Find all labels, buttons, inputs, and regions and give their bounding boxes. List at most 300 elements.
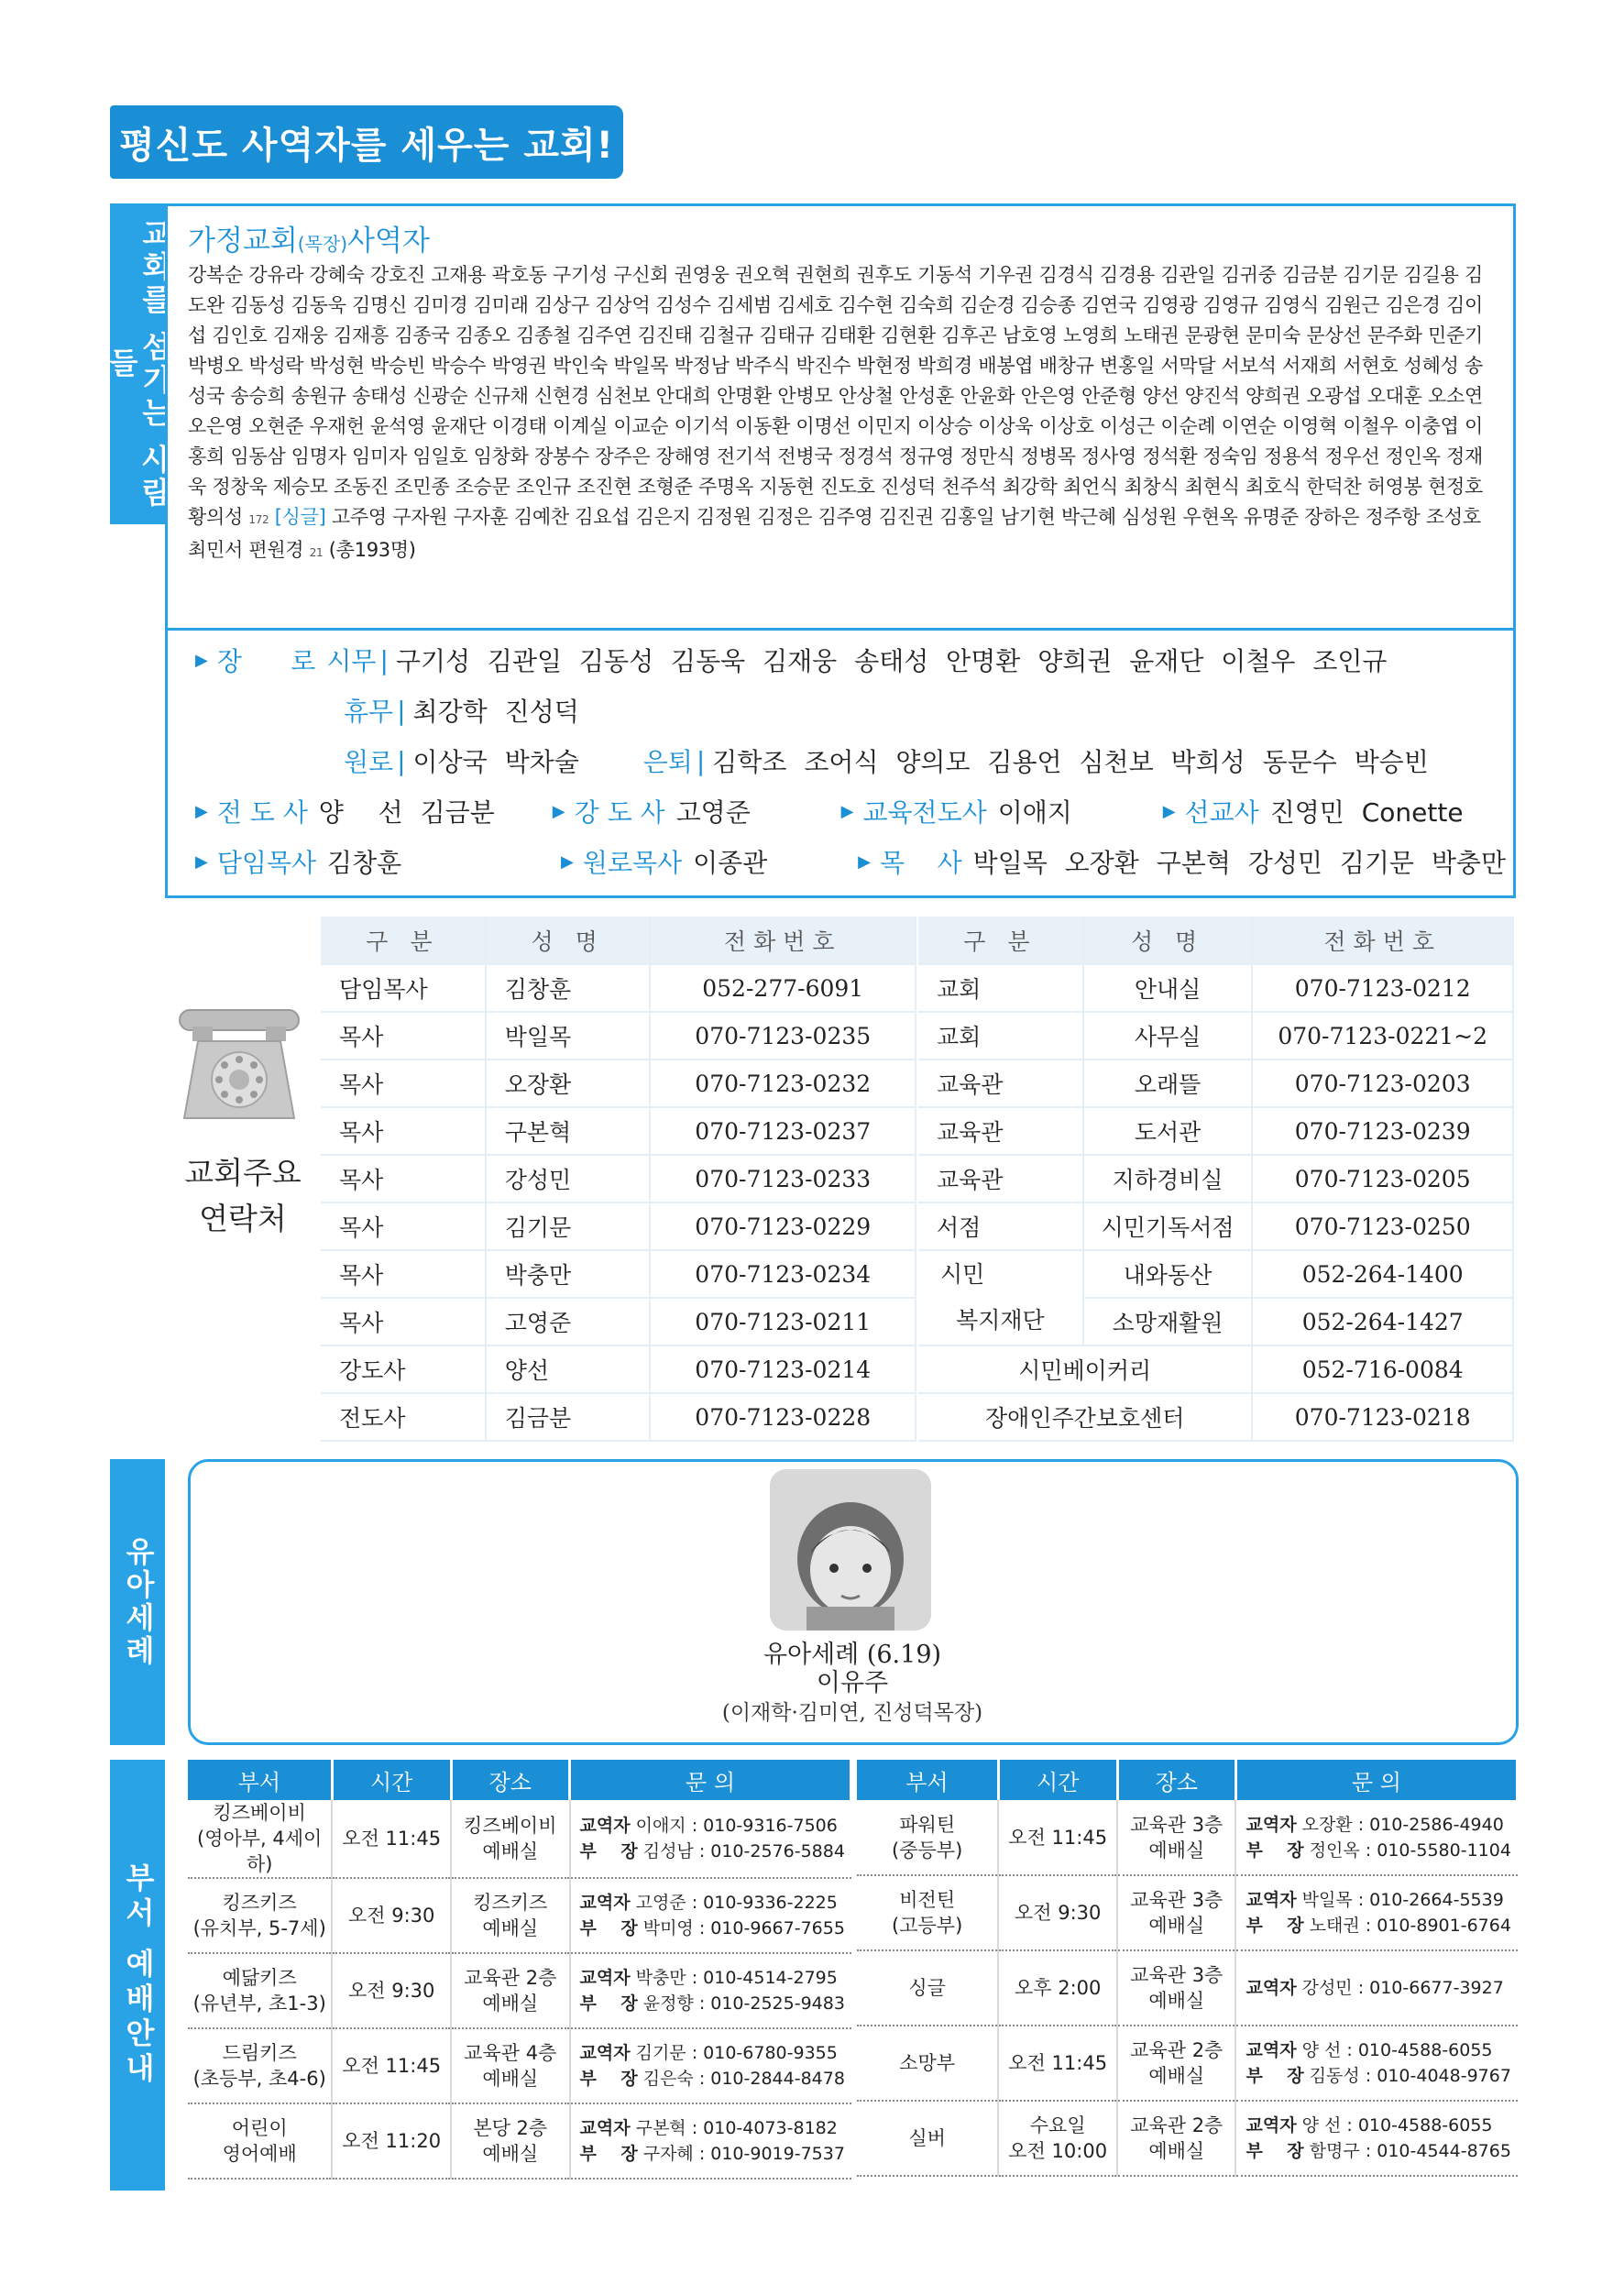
contact-value: 고영준 : 010-9336-2225 xyxy=(630,1893,838,1913)
contact-phone: 070-7123-0233 xyxy=(650,1155,916,1202)
contact-name: 고영준 xyxy=(486,1298,651,1345)
banner-title: 평신도 사역자를 세우는 교회! xyxy=(119,124,614,167)
pastor-label: 목 사 xyxy=(879,848,962,878)
contact-phone: 070-7123-0211 xyxy=(650,1298,916,1345)
contact-line xyxy=(580,1890,848,1916)
contact-line xyxy=(1245,1838,1513,1863)
dept-table-left xyxy=(188,1760,852,2180)
contact-phone: 070-7123-0214 xyxy=(650,1345,916,1393)
pastor-names: 박일목 오장환 구본혁 강성민 김기문 박충만 xyxy=(972,848,1507,878)
table-row xyxy=(188,1878,851,1953)
contact-value: 노태권 : 010-8901-6764 xyxy=(1303,1916,1511,1936)
section-label-people xyxy=(104,203,172,524)
dept-contact-cell xyxy=(1235,1950,1517,2026)
dept-time-cell xyxy=(998,2101,1117,2176)
dept-subname: (영아부, 4세이하) xyxy=(197,1828,323,1875)
dept-section-title: 부서 예배안내 xyxy=(120,1862,156,2088)
dept-time-cell xyxy=(332,1953,451,2028)
header-inquiry: 문 의 xyxy=(1235,1760,1517,1800)
dept-name: 싱글 xyxy=(908,1977,946,1999)
contact-role: 교역자 xyxy=(1245,2115,1297,2136)
contact-phone: 070-7123-0203 xyxy=(1252,1060,1513,1107)
extra-phone: 052-716-0084 xyxy=(1252,1345,1513,1393)
baptism-date: 유아세례 (6.19) xyxy=(763,1641,942,1669)
table-row xyxy=(321,1107,916,1155)
contact-category: 전도사 xyxy=(321,1393,486,1441)
contact-line xyxy=(580,1916,848,1941)
leader-count: 172 xyxy=(248,513,269,526)
dept-room: 예배실 xyxy=(1148,1915,1205,1937)
dept-name-cell xyxy=(188,2103,332,2179)
dept-place-cell xyxy=(451,1800,569,1878)
table-row xyxy=(918,1060,1513,1107)
table-row xyxy=(321,1345,916,1393)
contact-value: 정인옥 : 010-5580-1104 xyxy=(1303,1839,1511,1861)
dept-time-2: 오전 10:00 xyxy=(1008,2140,1108,2162)
contact-name: 오장환 xyxy=(486,1060,651,1107)
table-header-row xyxy=(918,917,1513,964)
dept-place-cell xyxy=(1117,1950,1235,2026)
separator: | xyxy=(397,745,406,776)
baby-photo xyxy=(770,1469,931,1631)
dept-name-cell xyxy=(188,1953,332,2028)
contact-value: 양 선 : 010-4588-6055 xyxy=(1296,2040,1493,2060)
triangle-icon: ▶ xyxy=(1162,801,1176,821)
people-title xyxy=(188,217,1497,258)
contact-value: 강성민 : 010-6677-3927 xyxy=(1296,1978,1504,1998)
dept-time: 오전 11:45 xyxy=(342,2055,442,2077)
contact-role: 교역자 xyxy=(579,1968,631,1988)
elder-retired-row xyxy=(344,742,1429,779)
missionary-label: 선교사 xyxy=(1184,797,1259,828)
contact-category: 교회 xyxy=(918,964,1083,1012)
contact-phone: 070-7123-0228 xyxy=(650,1393,916,1441)
contact-line xyxy=(1245,1975,1513,2001)
contact-value: 박일목 : 010-2664-5539 xyxy=(1296,1890,1504,1910)
dept-time: 수요일 xyxy=(1029,2114,1086,2136)
contact-line xyxy=(580,1839,848,1864)
lecturer-label: 강 도 사 xyxy=(574,797,665,828)
dept-name: 소망부 xyxy=(899,2052,956,2074)
dept-place: 교육관 3층 xyxy=(1130,1964,1223,1986)
extra-name: 시민베이커리 xyxy=(918,1345,1252,1393)
contact-name: 지하경비실 xyxy=(1083,1155,1253,1202)
dept-name: 킹즈키즈 xyxy=(222,1892,297,1914)
contact-name: 강성민 xyxy=(486,1155,651,1202)
table-row xyxy=(188,2028,851,2103)
dept-place: 킹즈키즈 xyxy=(473,1892,548,1914)
rest-label: 휴무 xyxy=(344,697,394,727)
dept-place-cell xyxy=(1117,1875,1235,1950)
people-title-end: 사역자 xyxy=(347,225,430,258)
retired-elder-names: 이상국 박차술 xyxy=(412,747,579,777)
contact-role: 교역자 xyxy=(1245,1814,1297,1835)
emeritus-label: 은퇴 xyxy=(642,747,693,777)
contact-category: 교육관 xyxy=(918,1060,1083,1107)
contact-line xyxy=(1245,1887,1513,1913)
contact-category: 강도사 xyxy=(321,1345,486,1393)
welfare-name: 내와동산 xyxy=(1083,1250,1253,1298)
contact-value: 오장환 : 010-2586-4940 xyxy=(1296,1814,1504,1835)
contact-line xyxy=(580,2115,848,2141)
dept-subname: (초등부, 초4-6) xyxy=(192,2068,326,2090)
dept-place-cell xyxy=(451,1878,569,1953)
dept-place-cell xyxy=(1117,2101,1235,2176)
table-row xyxy=(918,1250,1513,1298)
dept-name-cell xyxy=(857,1875,998,1950)
dept-table-right xyxy=(857,1760,1519,2177)
senior-pastor-label: 담임목사 xyxy=(216,848,317,878)
contact-line xyxy=(1245,1913,1513,1938)
header-name: 성 명 xyxy=(486,917,651,964)
dept-room: 예배실 xyxy=(482,1993,539,2015)
table-row xyxy=(918,1012,1513,1060)
contact-title xyxy=(165,1150,321,1242)
dept-name-cell xyxy=(857,2101,998,2176)
dept-contact-cell xyxy=(570,1800,851,1878)
dept-name-cell xyxy=(857,1800,998,1875)
table-row xyxy=(857,2026,1518,2101)
extra-name: 장애인주간보호센터 xyxy=(918,1393,1252,1441)
contact-role: 부 장 xyxy=(579,1918,638,1938)
senior-pastor-names: 김창훈 xyxy=(327,848,402,878)
header-phone: 전화번호 xyxy=(650,917,916,964)
section-label-baptism xyxy=(110,1459,165,1745)
contact-line xyxy=(580,2040,848,2066)
extra-phone: 070-7123-0218 xyxy=(1252,1393,1513,1441)
contact-category: 서점 xyxy=(918,1202,1083,1250)
baptism-parents: (이재학·김미연, 진성덕목장) xyxy=(721,1701,983,1725)
table-row xyxy=(857,1875,1518,1950)
dept-name-cell xyxy=(857,1950,998,2026)
contact-line xyxy=(580,2141,848,2167)
dept-name-cell xyxy=(188,1878,332,1953)
header-inquiry: 문 의 xyxy=(570,1760,851,1800)
contact-phone: 070-7123-0205 xyxy=(1252,1155,1513,1202)
dept-time-cell xyxy=(332,2103,451,2179)
contact-category: 교육관 xyxy=(918,1155,1083,1202)
single-label: [싱글] xyxy=(274,506,326,528)
table-row xyxy=(918,1345,1513,1393)
dept-contact-cell xyxy=(570,1953,851,2028)
triangle-icon: ▶ xyxy=(858,851,871,872)
people-title-small: (목장) xyxy=(297,233,348,255)
dept-name-cell xyxy=(188,1800,332,1878)
contact-category: 목사 xyxy=(321,1012,486,1060)
dept-room: 예배실 xyxy=(482,1917,539,1939)
elder-label: 장 로 xyxy=(216,646,316,676)
contact-value: 양 선 : 010-4588-6055 xyxy=(1296,2115,1493,2136)
emeritus-pastor-names: 이종관 xyxy=(693,848,768,878)
contact-phone: 070-7123-0250 xyxy=(1252,1202,1513,1250)
table-row xyxy=(188,2103,851,2179)
contact-name: 박충만 xyxy=(486,1250,651,1298)
table-header-row xyxy=(188,1760,851,1800)
contact-name: 양선 xyxy=(486,1345,651,1393)
contact-phone: 070-7123-0232 xyxy=(650,1060,916,1107)
elder-rest-row xyxy=(344,692,579,729)
header-time: 시간 xyxy=(332,1760,451,1800)
contact-role: 교역자 xyxy=(579,1893,631,1913)
header-dept: 부서 xyxy=(857,1760,998,1800)
dept-place-cell xyxy=(1117,2026,1235,2101)
header-name: 성 명 xyxy=(1083,917,1253,964)
contact-role: 부 장 xyxy=(1245,1916,1304,1936)
contact-role: 교역자 xyxy=(1245,2040,1297,2060)
contact-phone: 070-7123-0235 xyxy=(650,1012,916,1060)
dept-room: 예배실 xyxy=(482,2068,539,2090)
contact-value: 함명구 : 010-4544-8765 xyxy=(1303,2141,1511,2161)
missionary-names: 진영민 Conette xyxy=(1269,797,1464,828)
dept-room: 예배실 xyxy=(482,1840,539,1862)
dept-room: 예배실 xyxy=(1148,1839,1205,1861)
single-names: 고주영 구자원 구자훈 김예찬 김요섭 김은지 김정원 김정은 김주영 김진권 김홍일 남기현 박근혜 심성원 우현옥 유명준 장하은 정주항 조성호 최민서 편원경 xyxy=(188,506,1481,561)
active-label: 시무 xyxy=(326,646,377,676)
dept-time: 오전 11:45 xyxy=(1008,2052,1108,2074)
contact-category: 교회 xyxy=(918,1012,1083,1060)
triangle-icon: ▶ xyxy=(561,851,574,872)
people-title-main: 가정교회 xyxy=(188,225,298,258)
contact-category: 목사 xyxy=(321,1155,486,1202)
people-list xyxy=(188,260,1497,568)
table-row xyxy=(321,1202,916,1250)
dept-place-cell xyxy=(451,2028,569,2103)
contact-line xyxy=(580,2066,848,2092)
header-time: 시간 xyxy=(998,1760,1117,1800)
contact-role: 부 장 xyxy=(1245,1839,1304,1861)
contact-name: 안내실 xyxy=(1083,964,1253,1012)
dept-time: 오전 9:30 xyxy=(347,1905,435,1927)
staff-row-4 xyxy=(195,843,1506,880)
contact-line xyxy=(1245,2037,1513,2063)
dept-place: 교육관 2층 xyxy=(464,1967,557,1989)
contact-table-right xyxy=(918,917,1514,1442)
staff-row-3 xyxy=(195,793,1464,829)
separator: | xyxy=(379,644,389,675)
welfare-category: 시민 복지재단 xyxy=(918,1250,1083,1345)
contact-phone: 070-7123-0212 xyxy=(1252,964,1513,1012)
dept-place: 교육관 2층 xyxy=(1130,2114,1223,2136)
contact-value: 박미영 : 010-9667-7655 xyxy=(637,1918,845,1938)
contact-role: 부 장 xyxy=(579,2144,638,2164)
ministry-people-box xyxy=(165,203,1516,631)
dept-contact-cell xyxy=(570,2028,851,2103)
dept-time: 오전 9:30 xyxy=(1014,1902,1102,1924)
contact-role: 부 장 xyxy=(1245,2066,1304,2086)
dept-subname: (중등부) xyxy=(892,1839,963,1861)
contact-category: 목사 xyxy=(321,1298,486,1345)
contact-role: 교역자 xyxy=(579,1816,631,1836)
baptism-text xyxy=(587,1641,1118,1729)
contact-line xyxy=(1245,2138,1513,2164)
retired-label: 원로 xyxy=(344,747,394,777)
dept-time-cell xyxy=(998,1800,1117,1875)
baptism-section-title: 유아세례 xyxy=(120,1536,156,1668)
contact-role: 교역자 xyxy=(579,2043,631,2063)
contact-value: 박충만 : 010-4514-2795 xyxy=(630,1968,838,1988)
table-row xyxy=(321,1060,916,1107)
dept-place: 킹즈베이비 xyxy=(464,1815,557,1837)
separator: | xyxy=(696,745,706,776)
contact-role: 부 장 xyxy=(579,1993,638,2014)
dept-room: 예배실 xyxy=(1148,2065,1205,2087)
contact-category: 교육관 xyxy=(918,1107,1083,1155)
contact-category: 담임목사 xyxy=(321,964,486,1012)
emeritus-elder-names: 김학조 조어식 양의모 김용언 심천보 박희성 동문수 박승빈 xyxy=(712,747,1429,777)
contact-role: 교역자 xyxy=(1245,1978,1297,1998)
contact-name: 오래뜰 xyxy=(1083,1060,1253,1107)
table-row xyxy=(321,1155,916,1202)
contact-value: 구본혁 : 010-4073-8182 xyxy=(630,2118,838,2138)
contact-name: 김창훈 xyxy=(486,964,651,1012)
total-count: (총193명) xyxy=(328,539,416,561)
dept-place: 본당 2층 xyxy=(473,2117,548,2139)
table-row xyxy=(321,1012,916,1060)
dept-time-cell xyxy=(998,1875,1117,1950)
dept-name: 드림키즈 xyxy=(222,2042,297,2064)
dept-time: 오전 11:45 xyxy=(342,1828,442,1850)
baby-photo-image xyxy=(770,1469,931,1631)
edu-evangelist-label: 교육전도사 xyxy=(862,797,987,828)
contact-phone: 070-7123-0237 xyxy=(650,1107,916,1155)
table-row xyxy=(857,2101,1518,2176)
emeritus-pastor-label: 원로목사 xyxy=(582,848,683,878)
header-phone: 전화번호 xyxy=(1252,917,1513,964)
dept-name: 비전틴 xyxy=(899,1889,956,1911)
triangle-icon: ▶ xyxy=(195,650,208,670)
dept-place-cell xyxy=(1117,1800,1235,1875)
dept-contact-cell xyxy=(1235,1875,1517,1950)
contact-line xyxy=(1245,2113,1513,2138)
contact-role: 교역자 xyxy=(1245,1890,1297,1910)
dept-name: 예닮키즈 xyxy=(222,1967,297,1989)
contact-value: 김성남 : 010-2576-5884 xyxy=(637,1841,845,1861)
table-row xyxy=(918,1107,1513,1155)
dept-subname: 영어예배 xyxy=(222,2143,297,2165)
contact-phone: 070-7123-0221~2 xyxy=(1252,1012,1513,1060)
triangle-icon: ▶ xyxy=(195,801,208,821)
dept-time: 오전 11:20 xyxy=(342,2130,442,2152)
contact-category: 목사 xyxy=(321,1060,486,1107)
contact-value: 김기문 : 010-6780-9355 xyxy=(630,2043,838,2063)
dept-place: 교육관 3층 xyxy=(1130,1813,1223,1836)
dept-time-cell xyxy=(998,2026,1117,2101)
dept-room: 예배실 xyxy=(1148,1990,1205,2012)
dept-time-cell xyxy=(332,2028,451,2103)
contact-value: 이애지 : 010-9316-7506 xyxy=(630,1816,838,1836)
page-banner xyxy=(110,105,623,179)
dept-subname: (유년부, 초1-3) xyxy=(192,1993,326,2015)
contact-category: 목사 xyxy=(321,1107,486,1155)
contact-value: 김동성 : 010-4048-9767 xyxy=(1303,2066,1511,2086)
people-section-title: 교회를 섬기는 사람들 xyxy=(104,217,172,511)
table-row xyxy=(857,1800,1518,1875)
rest-elder-names: 최강학 진성덕 xyxy=(412,697,579,727)
table-row xyxy=(857,1950,1518,2026)
dept-name: 어린이 xyxy=(231,2117,288,2139)
dept-contact-cell xyxy=(1235,2026,1517,2101)
contact-title-line2: 연락처 xyxy=(199,1201,287,1236)
contact-value: 윤정향 : 010-2525-9483 xyxy=(637,1993,845,2014)
contact-phone: 052-277-6091 xyxy=(650,964,916,1012)
contact-title-line1: 교회주요 xyxy=(184,1155,302,1191)
contact-line xyxy=(1245,1812,1513,1838)
dept-subname: (유치부, 5-7세) xyxy=(192,1917,326,1939)
header-category: 구 분 xyxy=(321,917,486,964)
separator: | xyxy=(397,695,406,726)
triangle-icon: ▶ xyxy=(552,801,565,821)
staff-box xyxy=(165,631,1516,898)
table-row xyxy=(918,1202,1513,1250)
contact-line xyxy=(580,1965,848,1991)
dept-name: 실버 xyxy=(908,2127,946,2149)
contact-phone: 070-7123-0239 xyxy=(1252,1107,1513,1155)
table-row xyxy=(188,1800,851,1878)
dept-place-cell xyxy=(451,1953,569,2028)
welfare-phone: 052-264-1400 xyxy=(1252,1250,1513,1298)
dept-time-cell xyxy=(332,1800,451,1878)
table-row xyxy=(918,1393,1513,1441)
active-elder-names: 구기성 김관일 김동성 김동욱 김재웅 송태성 안명환 양희권 윤재단 이철우 조인규 xyxy=(395,646,1388,676)
dept-contact-cell xyxy=(570,2103,851,2179)
dept-place: 교육관 4층 xyxy=(464,2042,557,2064)
leader-names: 강복순 강유라 강혜숙 강호진 고재용 곽호동 구기성 구신회 권영웅 권오혁 권현희 권후도 기동석 기우권 김경식 김경용 김관일 김귀중 김금분 김기문 김길용 김도완 김동성 김동욱 김명신 김미경 김미래 김상구 김상억 김성수 김세범 김세호 김수현 김숙희 김순경 김승종 김연국 김영광 김영규 김영식 김원근 김은경 김이섭 김인호 김재웅 김재흥 김종국 김종오 김종철 김주연 김진태 김철규 김태규 김태환 김현환 김후곤 남호영 노영희 노태권 문광현 문미숙 문상선 문주화 민준기 박병오 박성락 박성현 박승빈 박승수 박영권 박인숙 박일목 박정남 박주식 박진수 박현정 박희경 배봉엽 배창규 변홍일 서막달 서보석 서재희 서현호 성혜성 송성국 송승희 송원규 송태성 신광순 신규채 신현경 심천보 안대희 안명환 안병모 안상철 안성훈 안윤화 안은영 안준형 양선 양진석 양희권 오광섭 오대훈 오소연 오은영 오현준 우재헌 윤석영 윤재단 이경태 이계실 이교순 이기석 이동환 이명선 이민지 이상승 이상욱 이상호 이성근 이순례 이연순 이영혁 이철우 이충엽 이홍희 임동삼 임명자 임미자 임일호 임창화 장봉수 장주은 장해영 전기석 전병국 정경석 정규영 정만식 정병목 정사영 정석환 정숙임 정용석 정우선 정인옥 정재욱 정창욱 제승모 조동진 조민종 조승문 조인규 조진현 조형준 주명옥 지동현 진도호 진성덕 천주석 최강학 최언식 최창식 최현식 최호식 한덕찬 허영봉 현정호 황의성 xyxy=(188,264,1483,528)
table-row xyxy=(321,1393,916,1441)
contact-name: 김기문 xyxy=(486,1202,651,1250)
table-row xyxy=(321,1298,916,1345)
dept-time-cell xyxy=(332,1878,451,1953)
contact-line xyxy=(580,1991,848,2016)
baptism-name: 이유주 xyxy=(816,1669,889,1697)
contact-name: 도서관 xyxy=(1083,1107,1253,1155)
contact-name: 김금분 xyxy=(486,1393,651,1441)
triangle-icon: ▶ xyxy=(195,851,208,872)
dept-place: 교육관 2층 xyxy=(1130,2039,1223,2061)
contact-category: 목사 xyxy=(321,1250,486,1298)
section-label-dept xyxy=(110,1760,165,2191)
contact-role: 부 장 xyxy=(1245,2141,1304,2161)
lecturer-names: 고영준 xyxy=(675,797,751,828)
dept-room: 예배실 xyxy=(1148,2140,1205,2162)
dept-time: 오전 9:30 xyxy=(347,1980,435,2002)
table-header-row xyxy=(321,917,916,964)
elder-active-row xyxy=(195,642,1387,678)
dept-name-cell xyxy=(857,2026,998,2101)
contact-role: 교역자 xyxy=(579,2118,631,2138)
contact-role: 부 장 xyxy=(579,2069,638,2089)
contact-phone: 070-7123-0234 xyxy=(650,1250,916,1298)
edu-evangelist-names: 이애지 xyxy=(997,797,1072,828)
welfare-phone: 052-264-1427 xyxy=(1252,1298,1513,1345)
dept-name-cell xyxy=(188,2028,332,2103)
contact-line xyxy=(580,1813,848,1839)
contact-name: 사무실 xyxy=(1083,1012,1253,1060)
dept-contact-cell xyxy=(1235,1800,1517,1875)
header-place: 장소 xyxy=(1117,1760,1235,1800)
dept-place: 교육관 3층 xyxy=(1130,1889,1223,1911)
dept-name: 킹즈베이비 xyxy=(213,1802,306,1824)
contact-category: 목사 xyxy=(321,1202,486,1250)
dept-time: 오전 11:45 xyxy=(1008,1826,1108,1849)
contact-name: 시민기독서점 xyxy=(1083,1202,1253,1250)
evangelist-names: 양 선 김금분 xyxy=(318,797,495,828)
contact-name: 박일목 xyxy=(486,1012,651,1060)
table-row xyxy=(321,1250,916,1298)
dept-time-cell xyxy=(998,1950,1117,2026)
contact-value: 김은숙 : 010-2844-8478 xyxy=(637,2069,845,2089)
dept-contact-cell xyxy=(570,1878,851,1953)
dept-room: 예배실 xyxy=(482,2143,539,2165)
